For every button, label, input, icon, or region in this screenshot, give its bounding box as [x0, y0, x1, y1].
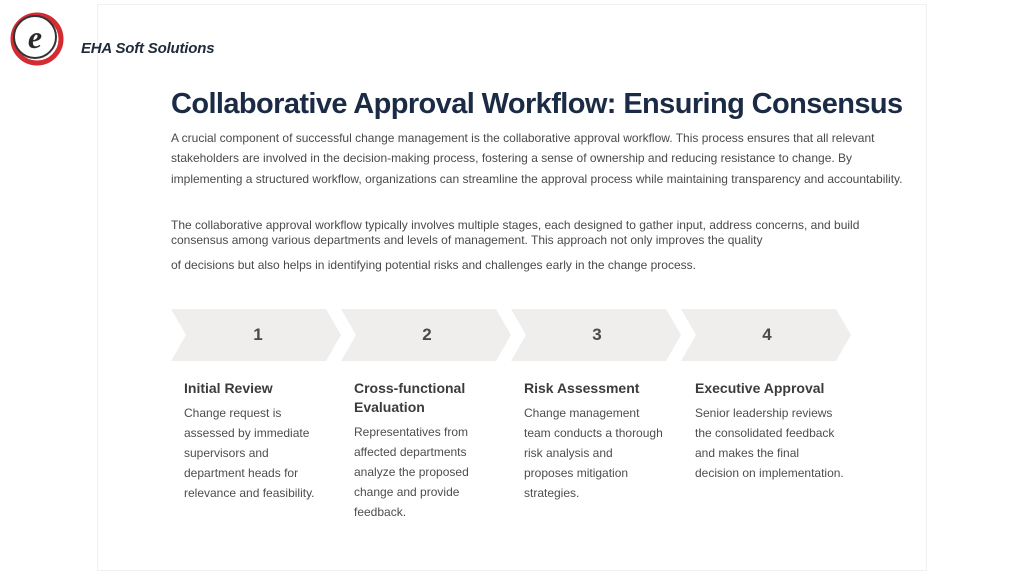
step-number-4: 4 — [762, 325, 772, 344]
step-number-1: 1 — [253, 325, 263, 344]
page-title: Collaborative Approval Workflow: Ensuring Consensus — [171, 88, 903, 120]
workflow-paragraph: The collaborative approval workflow typically involves multiple stages, each designed to gather input, address concerns, and build consensus among various departments and levels of management. This approach not only improves the quality — [171, 218, 860, 247]
company-logo — [8, 10, 248, 70]
step-description-4: Senior leadership reviews the consolidated feedback and makes the final decision on implementation. — [695, 406, 844, 480]
intro-paragraph: A crucial component of successful change management is the collaborative approval workflow. This process ensures that all relevant stakeholders are involved in the decision-making process, fostering a sense of ownership and reducing resistance to change. By implementing a structured workflow, organizations can streamline the approval process while maintaining transparency and accountability. — [171, 131, 903, 186]
step-number-3: 3 — [592, 325, 602, 344]
step-title-1: Initial Review — [184, 380, 273, 396]
step-number-2: 2 — [422, 325, 432, 344]
company-name: EHA Soft Solutions — [81, 40, 215, 57]
step-description-2: Representatives from affected departments analyze the proposed change and provide feedback. — [354, 425, 469, 519]
step-title-3: Risk Assessment — [524, 380, 640, 396]
step-title-2: Cross-functional Evaluation — [354, 380, 466, 415]
step-description-3: Change management team conducts a thorough risk analysis and proposes mitigation strategies. — [524, 406, 663, 500]
step-title-4: Executive Approval — [695, 380, 825, 396]
step-description-1: Change request is assessed by immediate supervisors and department heads for relevance and feasibility. — [184, 406, 315, 500]
svg-text:e: e — [27, 19, 43, 55]
workflow-paragraph-continued: of decisions but also helps in identifying potential risks and challenges early in the change process. — [171, 258, 696, 272]
logo-e-icon — [10, 12, 66, 68]
